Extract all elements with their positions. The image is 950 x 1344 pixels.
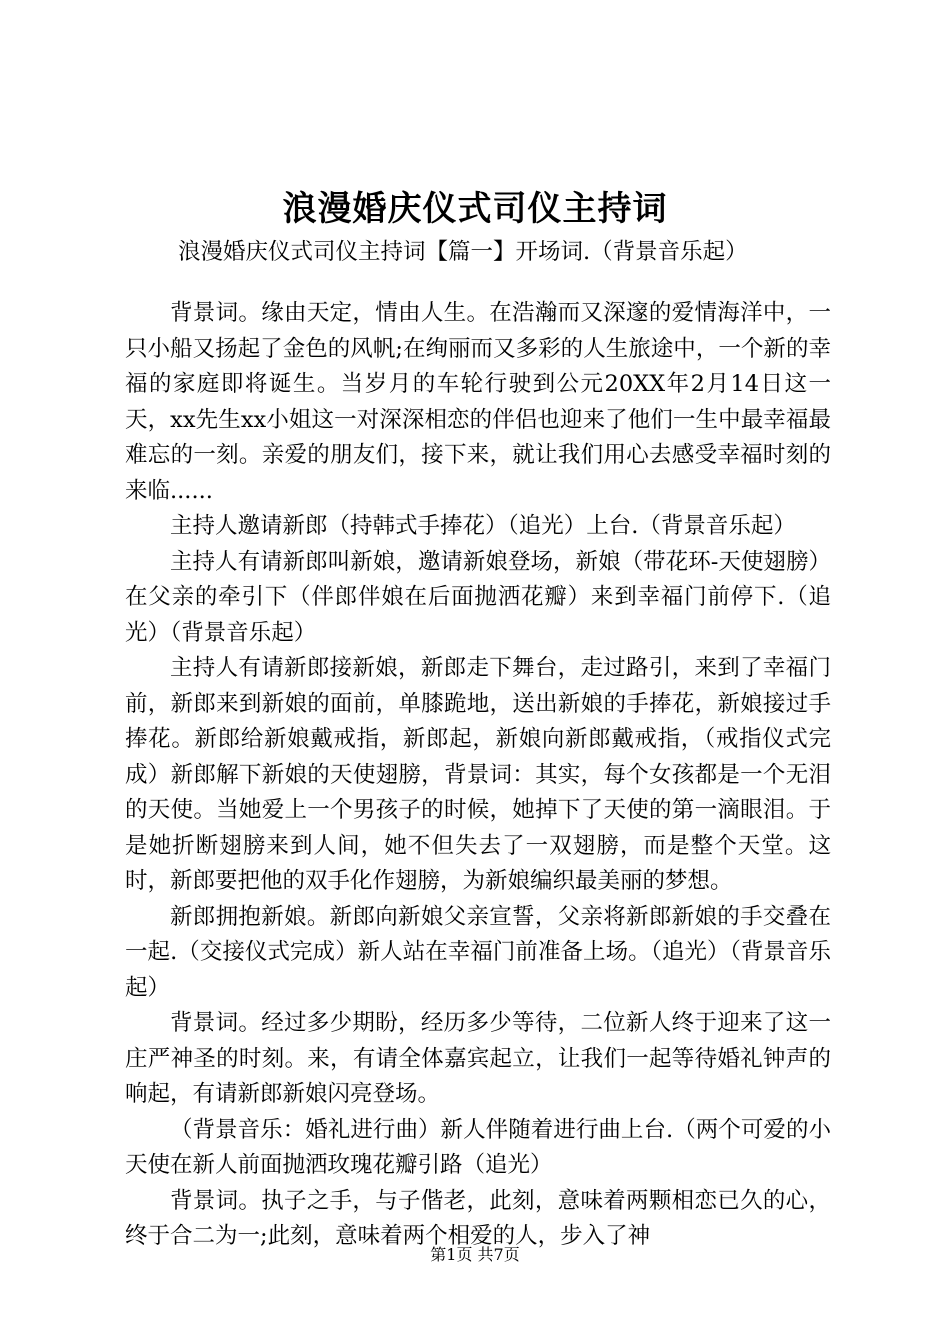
paragraph-7: （背景音乐：婚礼进行曲）新人伴随着进行曲上台.（两个可爱的小天使在新人前面抛洒玫瑰花瓣引路（追光） bbox=[125, 1116, 831, 1178]
paragraph-1: 背景词。缘由天定，情由人生。在浩瀚而又深邃的爱情海洋中，一只小船又扬起了金色的风帆;在绚丽而又多彩的人生旅途中，一个新的幸福的家庭即将诞生。当岁月的车轮行驶到公元20XX年2月14日这一天，xx先生xx小姐这一对深深相恋的伴侣也迎来了他们一生中最幸福最难忘的一刻。亲爱的朋友们，接下来，就让我们用心去感受幸福时刻的来临...... bbox=[125, 300, 831, 504]
paragraph-3: 主持人有请新郎叫新娘，邀请新娘登场，新娘（带花环-天使翅膀）在父亲的牵引下（伴郎伴娘在后面抛洒花瓣）来到幸福门前停下.（追光）（背景音乐起） bbox=[125, 548, 831, 646]
document-body bbox=[125, 296, 831, 1255]
paragraph-8: 背景词。执子之手，与子偕老，此刻，意味着两颗相恋已久的心，终于合二为一;此刻，意味着两个相爱的人，步入了神 bbox=[125, 1187, 831, 1249]
document-title: 浪漫婚庆仪式司仪主持词 bbox=[282, 189, 668, 229]
page-footer: 第1页 共7页 bbox=[430, 1245, 520, 1264]
paragraph-5: 新郎拥抱新娘。新郎向新娘父亲宣誓，父亲将新郎新娘的手交叠在一起.（交接仪式完成）新人站在幸福门前准备上场。（追光）（背景音乐起） bbox=[125, 903, 831, 1001]
paragraph-2: 主持人邀请新郎（持韩式手捧花）（追光）上台.（背景音乐起） bbox=[170, 513, 796, 539]
paragraph-4: 主持人有请新郎接新娘，新郎走下舞台，走过路引，来到了幸福门前，新郎来到新娘的面前，单膝跪地，送出新娘的手捧花，新娘接过手捧花。新郎给新娘戴戒指，新郎起，新娘向新郎戴戒指，（戒指仪式完成）新郎解下新娘的天使翅膀，背景词：其实，每个女孩都是一个无泪的天使。当她爱上一个男孩子的时候，她掉下了天使的第一滴眼泪。于是她折断翅膀来到人间，她不但失去了一双翅膀，而是整个天堂。这时，新郎要把他的双手化作翅膀，为新娘编织最美丽的梦想。 bbox=[125, 655, 831, 894]
paragraph-6: 背景词。经过多少期盼，经历多少等待，二位新人终于迎来了这一庄严神圣的时刻。来，有请全体嘉宾起立，让我们一起等待婚礼钟声的响起，有请新郎新娘闪亮登场。 bbox=[125, 1010, 831, 1107]
document-subtitle: 浪漫婚庆仪式司仪主持词【篇一】开场词.（背景音乐起） bbox=[178, 239, 748, 265]
